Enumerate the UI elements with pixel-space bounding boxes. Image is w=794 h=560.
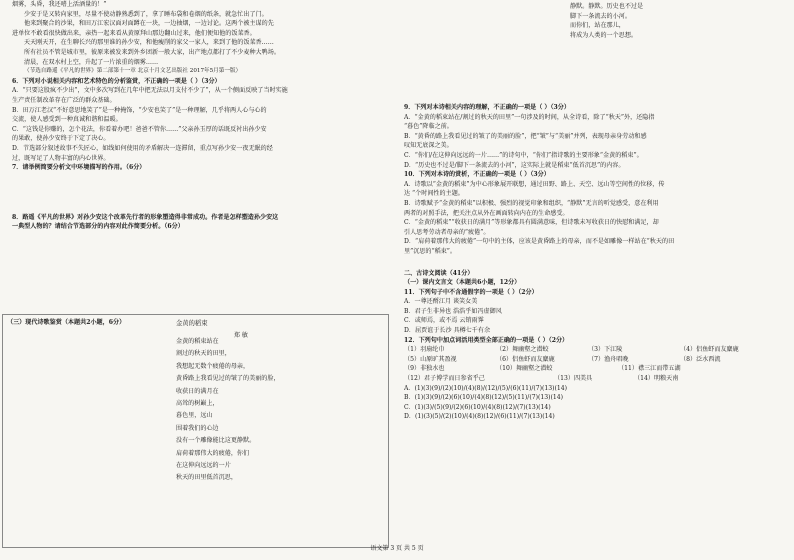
story-line: 所有社员不管是城市里，彼原来被发来到外乡团新一般大家，出产地点都打了不少麦种大鸭场。	[24, 48, 280, 56]
question-9-option: “暮色”降临之前。	[404, 123, 453, 131]
question-9-option: 叹知无底深之美。	[404, 142, 453, 150]
story-line: 天天刚天开，在生聊长兴的那里谁的孙少安，和他瘦削的家父一家人，来到了他的饭菜香……	[24, 39, 274, 47]
question-12-item: （13）四美具	[554, 375, 593, 383]
question-12-option: A．(1)(3)(9)/(2)(10)/(4)(8)/(12)/(5)/(6)(11)/(7)(13)(14)	[404, 384, 568, 392]
question-12-item: （3）下江陵	[588, 346, 623, 354]
question-7: 7．请举例简要分析文中环境描写的作用。（6分）	[12, 164, 146, 172]
question-6-option: D．节选部分叙述故事不失匠心，如线如何使用的矛盾解决一连滞留，重点写孙少安一夜无眠的经	[12, 144, 273, 152]
question-6-option: A．“只要这股疯不少出”，文中多次写到在几年中把无法以月支付不少了”，从一个侧面反映了当时实施	[12, 87, 288, 95]
poem-line: 将成为人类的一个思想。	[570, 31, 638, 39]
question-6-option: 的果敢，使孙少安终于下定了决心。	[12, 135, 110, 143]
answer-space	[12, 173, 392, 213]
question-8-line: 8．路遥《平凡的世界》对孙少安这个改革先行者的形象塑造得非常成功。作者是怎样塑造孙少安这	[12, 213, 279, 221]
question-6-option: C．“这钱是你赚的，怎个花法，你看着办吧！爸爸不管你……”父亲孙玉厚的话既反衬出孙少安	[12, 125, 267, 133]
poem-line: 秋天的田里低首沉思，	[176, 474, 237, 482]
question-12-item: （4）侣鱼虾而友麋鹿	[680, 346, 739, 354]
question-6-option: 交流，使人感受到一种真诚和谐和温暖。	[12, 116, 122, 124]
question-12-item: （11）襟三江而带五湖	[618, 365, 681, 373]
question-11-option: B．君子生非异也 浩浩乎如冯虚御风	[404, 307, 502, 315]
question-6-option: B．田万江老汉“不好意思地笑了”是一种掩饰，“少安也笑了”是一种理解，几乎将两人心与心的	[12, 106, 267, 114]
poem-line: 金黄的稻束站在	[176, 338, 219, 345]
story-line: 进单位不敢看很快做出来，亲热一起来看从黄原拜山那边翻山过来，他们便知他的饭菜香。	[12, 29, 256, 37]
question-6-option: 生产责任制改革存在广泛的群众基础。	[12, 96, 116, 104]
question-10-option: A．诗歌以“金黄的稻束”为中心形象展开联想，通过田野、路上、天空、远山等空间性的位移，传	[404, 180, 665, 188]
question-11-option: D．屈贾谊于长沙 具樽七千有余	[404, 327, 491, 335]
question-12-item: （9）非独水也	[404, 365, 445, 373]
poem-line: 割过的秋天的田里，	[176, 350, 231, 358]
poem-author: 郑 敏	[234, 332, 248, 339]
question-12-stem: 12．下列句中加点词活用类型全部正确的一项是（ ）（2分）	[404, 336, 569, 344]
question-11-option: C．或师焉，或不焉 云销雨霁	[404, 317, 484, 325]
poem-title: 金黄的稻束	[176, 320, 208, 327]
poem-line: 围着我们的心边	[176, 424, 219, 432]
poem-line: 脚下一条流去的小河。	[570, 12, 631, 20]
story-line: 清晨，在双水村上空，升起了一片浓重的烟雾……	[24, 58, 159, 66]
question-10-stem: 10．下列对本诗的赏析，不正确的一项是（ ）（3分）	[404, 171, 550, 179]
question-12-item: （14）明粮天南	[634, 375, 679, 383]
question-10-option: 达 “个时间性的主题。	[404, 190, 464, 198]
right-column	[404, 103, 780, 422]
question-8-line: 一典型人物的？请结合节选部分的内容对此作简要分析。（6分）	[12, 223, 184, 231]
story-line: 烟雾，头昏，我还嗜上活酒量的！”	[12, 1, 107, 8]
question-10-option: 两者的对照手法，把关注点从外在画面转向内在的生命感受。	[404, 209, 569, 217]
question-12-item: （2）舞幽壑之潜蛟	[496, 346, 549, 354]
poem-line: 在这伸向远远的一片	[176, 461, 231, 469]
question-9-option: D．“历史也不过是/脚下一条流去的小河”，这实际上就是稻束“低首沉思”的内容。	[404, 161, 625, 169]
page-footer: 语文第 3 页 共 5 页	[370, 545, 424, 552]
left-column	[12, 0, 392, 232]
question-12-items-row	[404, 374, 780, 384]
question-9-option: A．“金黄的稻束站在/割过的秋天的田里”一句涉及的时间，从全诗看，除了“秋天”外，还隐指	[404, 113, 655, 121]
story-line: 他来到聚合的沙果，和田万江宏汉面对面蹲在一块，一边抽烟，一边讨论。这两个被主谋的先	[24, 20, 274, 28]
question-12-item: （5）山原旷其盈视	[404, 355, 457, 363]
question-10-option: 里”沉思的“稻束”。	[404, 247, 457, 255]
poem-section-heading: （三）现代诗歌鉴赏（本题共2小题，6分）	[7, 319, 126, 326]
subsection-1-heading: （一）课内文言文（本题共6小题，12分）	[404, 279, 521, 287]
question-6-stem: 6．下列对小说相关内容和艺术特色的分析鉴赏，不正确的一项是（ ）（3分）	[12, 77, 221, 85]
question-11-stem: 11．下列句子中不含通假字的一项是（ ）（2分）	[404, 288, 538, 296]
poem-line: 静默。静默。历史也不过是	[570, 3, 644, 10]
poem-line: 收获日的满月在	[176, 387, 219, 395]
poem-line: 黄昏路上我看见过的皱了的美丽的脸，	[176, 375, 280, 383]
question-10-option: D．“肩荷着那伟大的疲倦”一句中的主体，应该是黄昏路上的母亲，而不是如雕像一样站在“秋天的田	[404, 238, 675, 246]
poem-line: 暮色里，远山	[176, 412, 213, 420]
question-12-items-row	[404, 364, 780, 374]
poem-body	[176, 336, 280, 485]
question-12-item: （1）羽扇纶巾	[404, 346, 445, 354]
poem-line: 肩荷着那伟大的疲倦，你们	[176, 449, 250, 457]
question-12-item: （8）泛水西流	[680, 355, 721, 363]
question-10-option: B．诗歌赋予“金黄的稻束”以积极、强烈的视觉印象和组织，“静默”无言的听觉感受，意在利用	[404, 199, 659, 207]
question-12-item: （10）舞幽壑之潜蛟	[496, 365, 553, 373]
poem-line: 没有一个雕像能比这更静默。	[176, 437, 256, 445]
question-12-items-row	[404, 355, 780, 365]
question-12-items-row	[404, 345, 780, 355]
question-12-item: （12）君子博学而日参省乎己	[404, 375, 485, 383]
question-10-option: 引人思考劳动者母亲的“疲倦”。	[404, 228, 490, 236]
poem-continuation	[570, 2, 643, 40]
question-9-option: C．“你们/在这伸向远远的一片……”的诗句中，“你们”指诗歌的主要形象“金黄的稻束”。	[404, 151, 643, 159]
question-9-stem: 9．下列对本诗相关内容的理解，不正确的一项是（ ）（3分）	[404, 104, 570, 111]
question-12-option: D．(1)(3)(5)/(2)(10)/(4)(8)(12)/(6)(11)/(7)(13)(14)	[404, 413, 555, 421]
question-10-option: C．“金黄的稻束”“收获日的满月”等形象都具有圆满意味，但诗歌未写收获日的快慰和满足，却	[404, 219, 659, 227]
question-9-option: B．“黄昏的路上我看见过的皱了的美丽的脸”，把“皱”与“美丽”并列，表现母亲身劳动和感	[404, 132, 647, 140]
poem-line: 高耸的树巅上，	[176, 399, 219, 407]
question-12-item: （7）渔舟唱晚	[588, 355, 629, 363]
story-line: 少安于是又转向家里，尽量不使动静熟悉到了，拿了睡布袋和卷烟的纸条，就急忙出了门。	[24, 10, 268, 18]
section-2-heading: 二、古诗文阅读（41分）	[404, 269, 474, 277]
question-12-option: B．(1)(3)(9)/(2)(6)(10)/(4)(8)(12)/(5)(11)/(7)(13)(14)	[404, 394, 564, 402]
story-source: （节选自路遥《平凡的世界》第二部第十一章 北京十月文艺出版社 2017年5月第一版）	[24, 68, 242, 75]
poem-line: 而你们，站在那儿，	[570, 22, 625, 30]
poem-line: 我想起无数个疲倦的母亲，	[176, 362, 250, 370]
question-12-option: C．(1)(3)/(5)(9)/(2)(6)(10)/(4)(8)(12)/(7)(13)(14)	[404, 403, 551, 411]
spacer	[404, 257, 780, 269]
question-11-option: A．一尊还酹江月 谈笑女美	[404, 298, 478, 306]
question-12-item: （6）侣鱼虾而友麋鹿	[496, 355, 555, 363]
question-6-option: 过，既写足了人物丰富的内心世界。	[12, 154, 110, 162]
